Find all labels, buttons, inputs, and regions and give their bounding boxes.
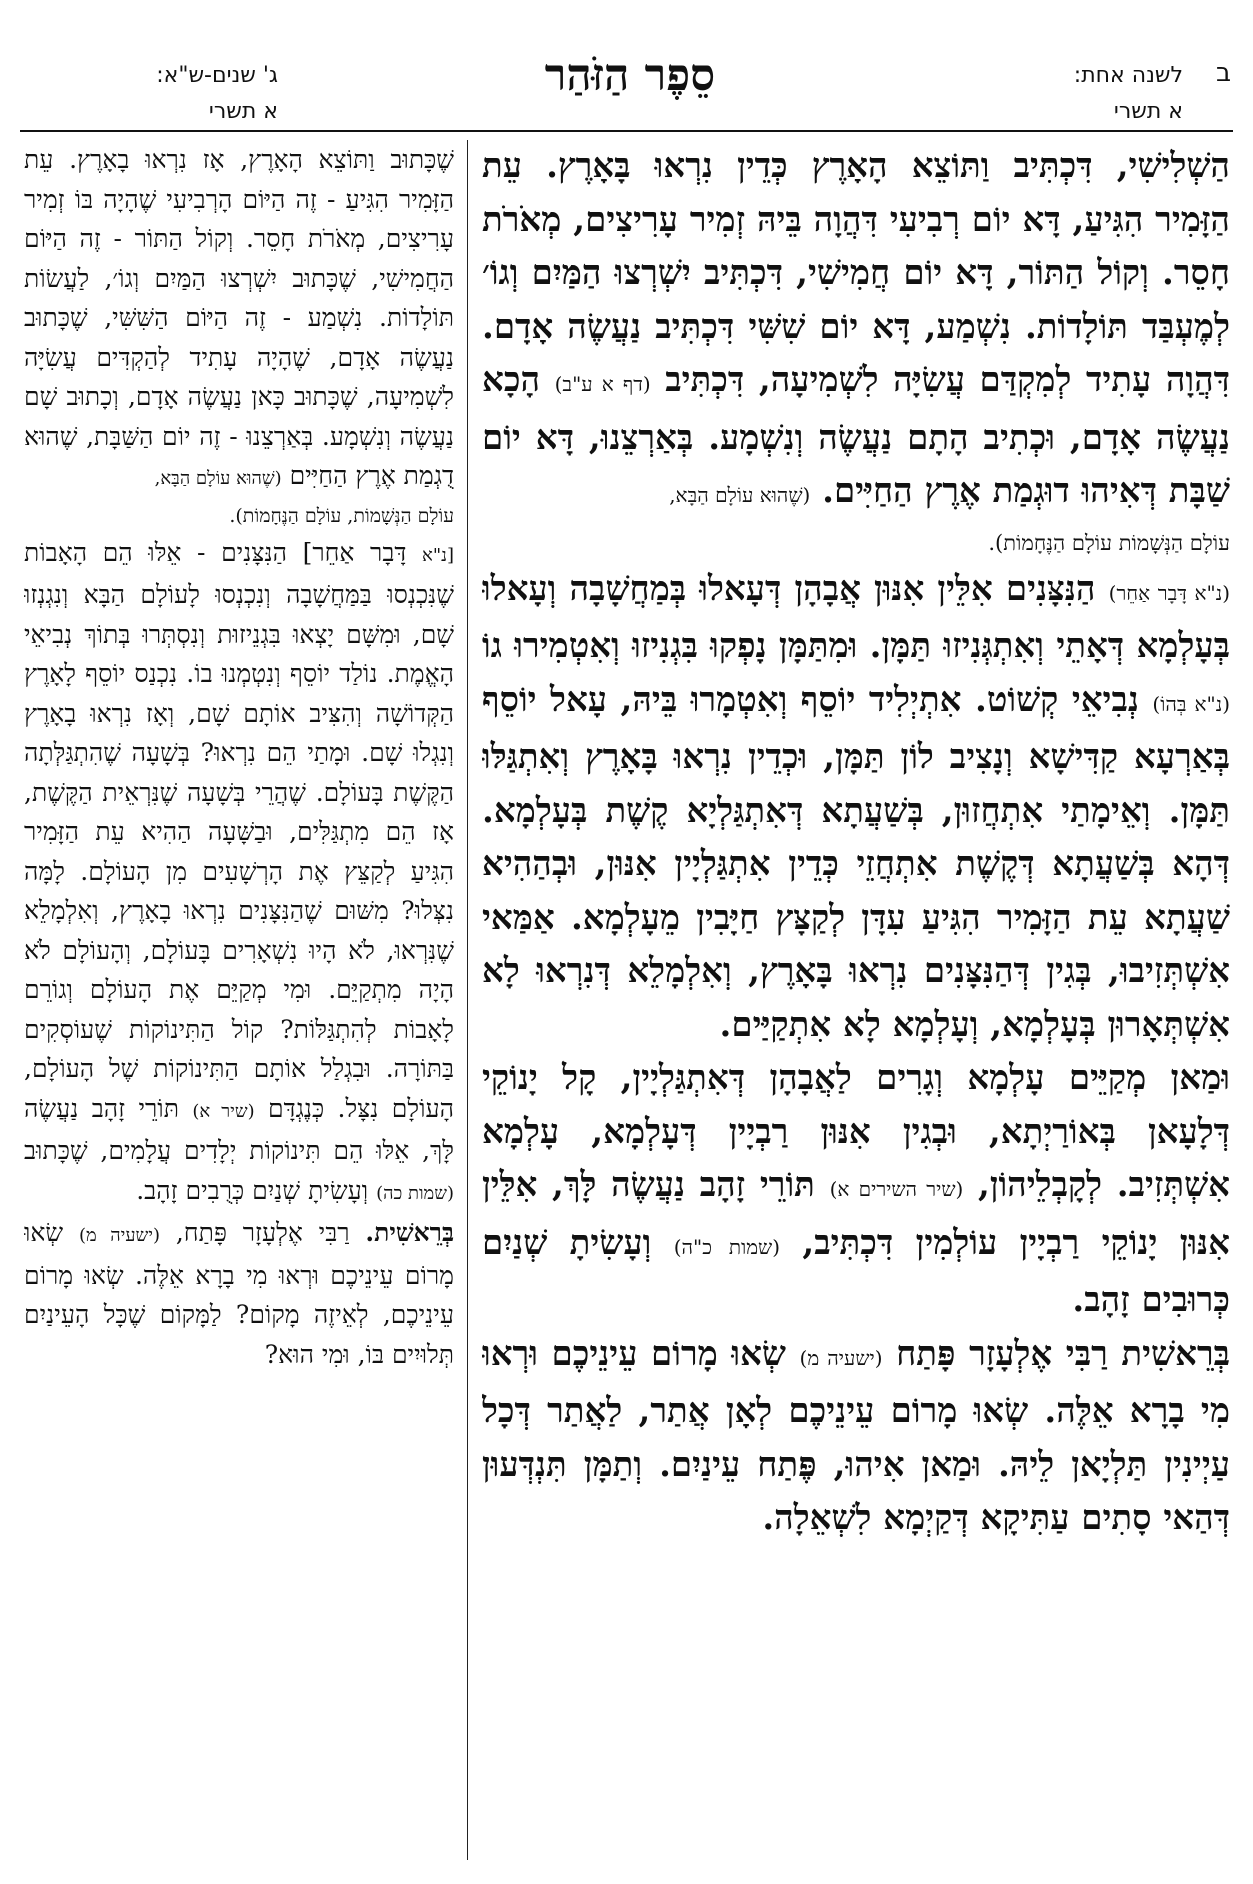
side-s1-note-b: עוֹלָם הַנְּשָׁמוֹת, עוֹלָם הַנֶּחָמוֹת).: [229, 504, 454, 527]
column-divider: [467, 140, 468, 1860]
header-rule: [20, 130, 1233, 132]
main-column: [482, 140, 1230, 1860]
main-p4-ref: (ישעיה מ): [799, 1345, 883, 1370]
side-s3-lead: בְּרֵאשִׁית.: [365, 1218, 454, 1247]
main-p1-ref: (דף א ע"ב): [554, 372, 651, 396]
main-p2b-text: נְבִיאֵי קְשׁוֹט. אִתְיְלִיד יוֹסֵף וְאִטְמָרוּ בֵּיהּ, עָאל יוֹסֵף בְּאַרְעָא קַדִּישָׁא וְנָצִיב לוֹן תַּמָּן, וּכְדֵין נִרְאוּ בָּאָרֶץ וְאִתְגַּלּוּ תַּמָּן. וְאֵימָתַי אִתְחֲזוּן, בְּשַׁעֲתָא דְּאִתְגַּלְיָא קֶשֶׁת בְּעָלְמָא. דְּהָא בְּשַׁעֲתָא דְּקֶשֶׁת אִתְחֲזֵי כְּדֵין אִתְגַּלְיָין אִנּוּן, וּבְהַהִיא שַׁעֲתָא עֵת הַזָּמִיר הִגִּיעַ עִדָּן לְקַצָּץ חַיָּבִין מֵעָלְמָא. אַמַּאי אִשְׁתְּזִיבוּ, בְּגִין דְּהַנִּצָּנִים נִרְאוּ בָּאָרֶץ, וְאִלְמָלֵא דְּנִרְאוּ לָא אִשְׁתְּאָרוּן בְּעָלְמָא, וְעָלְמָא לָא אִתְקַיַּים.: [482, 679, 1230, 1045]
side-s3-ref: (ישעיה מ): [78, 1225, 160, 1246]
main-p1-note-b: עוֹלָם הַנְּשָׁמוֹת עוֹלָם הַנֶּחָמוֹת).: [988, 530, 1230, 555]
main-p3-ref: (שיר השירים א): [829, 1177, 964, 1201]
header-right-line1: לשנה אחת:: [1073, 63, 1183, 88]
translation-column: [24, 140, 454, 1860]
main-p3-text: וּמַאן מְקַיֵּים עָלְמָא וְגָרִים לַאֲבָהָן דְּאִתְגַּלְיָין, קָל יָנוֹקֵי דְּלָעָאן בְּאוֹרַיְתָא, וּבְגִין אִנּוּן רַבְיָין דְּעָלְמָא, עָלְמָא אִשְׁתְּזִיב. לְקָבְלֵיהוֹן,: [482, 1058, 1230, 1205]
main-p1-text: הַשְׁלִישִׁי, דִּכְתִּיב וַתּוֹצֵא הָאָרֶץ כְּדֵין נִרְאוּ בָּאָרֶץ. עֵת הַזָּמִיר הִגִּיעַ, דָּא יוֹם רְבִיעִי דִּהֲוָה בֵּיהּ זְמִיר עָרִיצִים, מְאֹרֹת חָסֵר. וְקוֹל הַתּוֹר, דָּא יוֹם חֲמִישִׁי, דִּכְתִּיב יִשְׁרְצוּ הַמַּיִם וְגוֹ׳ לְמֶעְבַּד תּוֹלָדוֹת. נִשְׁמַע, דָּא יוֹם שִׁשִּׁי דִּכְתִּיב נַעֲשֶׂה אָדָם. דִּהֲוָה עָתִיד לְמִקְדַּם עֲשִׂיָּה לִשְׁמִיעָה, דִּכְתִּיב: [482, 146, 1230, 400]
header-right: [963, 58, 1183, 130]
side-paragraph-3: [24, 1213, 454, 1374]
side-s2b-text: תּוֹרֵי זָהָב נַעֲשֶׂה לָּךְ, אֵלּוּ הֵם תִּינוֹקוֹת יְלָדִים עֲלָמִים, שֶׁכָּתוּב: [24, 1093, 454, 1165]
side-s3b-text: שְׂאוּ מָרוֹם עֵינֵיכֶם וּרְאוּ מִי בָרָא אֵלֶּה. שְׂאוּ מָרוֹם עֵינֵיכֶם, לְאֵיזֶה מָקוֹם? לַמָּקוֹם שֶׁכָּל הָעֵינַיִם תְּלוּיִים בּוֹ, וּמִי הוּא?: [24, 1218, 454, 1369]
side-s2-text: דָּבָר אַחֵר] הַנִּצָּנִים - אֵלּוּ הֵם הָאָבוֹת שֶׁנִּכְנְסוּ בַּמַּחֲשָׁבָה וְנִכְנְסוּ לָעוֹלָם הַבָּא וְנִגְנְזוּ שָׁם, וּמִשָּׁם יָצְאוּ בִּגְנֵיזוּת וְנִסְתְּרוּ בְּתוֹךְ נְבִיאֵי הָאֱמֶת. נוֹלַד יוֹסֵף וְנִטְמְנוּ בוֹ. נִכְנַס יוֹסֵף לָאָרֶץ הַקְּדוֹשָׁה וְהִצִּיב אוֹתָם שָׁם, וְאָז נִרְאוּ בָאָרֶץ וְנִגְלוּ שָׁם. וּמָתַי הֵם נִרְאוּ? בְּשָׁעָה שֶׁהִתְגַּלְּתָה הַקֶּשֶׁת בָּעוֹלָם. שֶׁהֲרֵי בְּשָׁעָה שֶׁנִּרְאֵית הַקֶּשֶׁת, אָז הֵם מִתְגַּלִּים, וּבַשָּׁעָה הַהִיא עֵת הַזָּמִיר הִגִּיעַ לְקַצֵּץ אֶת הָרְשָׁעִים מִן הָעוֹלָם. לָמָּה נִצְּלוּ? מִשּׁוּם שֶׁהַנִּצָּנִים נִרְאוּ בָאָרֶץ, וְאִלְמָלֵא שֶׁנִּרְאוּ, לֹא הָיוּ נִשְׁאָרִים בָּעוֹלָם, וְהָעוֹלָם לֹא הָיָה מִתְקַיֵּם. וּמִי מְקַיֵּם אֶת הָעוֹלָם וְגוֹרֵם לָאָבוֹת לְהִתְגַּלּוֹת? קוֹל הַתִּינוֹקוֹת שֶׁעוֹסְקִים בַּתּוֹרָה. וּבִגְלַל אוֹתָם הַתִּינוֹקוֹת שֶׁל הָעוֹלָם, הָעוֹלָם נִצָּל. כְּנֶגְדָּם: [24, 537, 454, 1123]
header-left-line2: א תשרי: [208, 99, 278, 124]
main-paragraph-2: [482, 563, 1230, 1053]
side-paragraph-2: [24, 533, 454, 1214]
page-number: ב: [1215, 58, 1231, 88]
side-s1-text: שֶׁכָּתוּב וַתּוֹצֵא הָאָרֶץ, אָז נִרְאוּ בָאָרֶץ. עֵת הַזָּמִיר הִגִּיעַ - זֶה הַיּוֹם הָרְבִיעִי שֶׁהָיָה בּוֹ זְמִיר עָרִיצִים, מְאֹרֹת חָסֵר. וְקוֹל הַתּוֹר - זֶה הַיּוֹם הַחֲמִישִׁי, שֶׁכָּתוּב יִשְׁרְצוּ הַמַּיִם וְגוֹ׳, לַעֲשׂוֹת תּוֹלָדוֹת. נִשְׁמַע - זֶה הַיּוֹם הַשִּׁשִּׁי, שֶׁכָּתוּב נַעֲשֶׂה אָדָם, שֶׁהָיָה עָתִיד לְהַקְדִּים עֲשִׂיָּה לִשְׁמִיעָה, שֶׁכָּתוּב כָּאן נַעֲשֶׂה אָדָם, וְכָתוּב שָׁם נַעֲשֶׂה וְנִשְׁמָע. בְּאַרְצֵנוּ - זֶה יוֹם הַשַּׁבָּת, שֶׁהוּא דֻגְמַת אֶרֶץ הַחַיִּים: [24, 145, 454, 490]
main-paragraph-4: [482, 1328, 1230, 1546]
side-s1-note-a: (שֶׁהוּא עוֹלָם הַבָּא,: [154, 468, 282, 489]
main-p1-note-a: (שֶׁהוּא עוֹלָם הַבָּא,: [669, 483, 811, 507]
main-p4-lead: בְּרֵאשִׁית: [1121, 1333, 1230, 1374]
page-title: סֵפֶר הַזֹּהַר: [544, 50, 716, 101]
side-s3a-text: רַבִּי אֶלְעָזָר פָּתַח,: [175, 1218, 350, 1247]
main-p2-ref: (נ"א דָּבָר אַחֵר): [1108, 580, 1230, 605]
side-paragraph-1: [24, 140, 454, 533]
side-s2-ref: [נ"א: [422, 544, 454, 566]
side-s2-ref2: (שיר א): [192, 1100, 255, 1122]
header-left-line1: ג' שנים-ש"א:: [156, 63, 278, 88]
main-p3c-text: וְעָשִׂיתָ שְׁנַיִם כְּרוּבִים זָהָב.: [482, 1222, 1230, 1320]
main-p1b-text: הָכָא נַעֲשֶׂה אָדָם, וּכְתִיב הָתָם נַעֲשֶׂה וְנִשְׁמָע. בְּאַרְצֵנוּ, דָּא יוֹם שַׁבָּת דְּאִיהוּ דוּגְמַת אֶרֶץ הַחַיִּים.: [482, 360, 1230, 511]
main-p3b-text: תּוֹרֵי זָהָב נַעֲשֶׂה לָּךְ, אִלֵּין אִנּוּן יָנוֹקֵי רַבְיָין עוֹלְמִין דִּכְתִּיב,: [482, 1165, 1230, 1263]
main-paragraph-3: [482, 1052, 1230, 1328]
header-right-line2: א תשרי: [1113, 99, 1183, 124]
side-s2c-text: וְעָשִׂיתָ שְׁנַיִם כְּרֻבִים זָהָב.: [136, 1175, 369, 1205]
main-p2-text: הַנִּצָּנִים אִלֵּין אִנּוּן אֲבָהָן דְּעָאלוּ בְּמַחֲשָׁבָה וְעָאלוּ בְּעָלְמָא דְּאָתֵי וְאִתְגְּנִיזוּ תַּמָּן. וּמִתַּמָּן נָפְקוּ בִּגְנִיזוּ וְאִטְמִירוּ גוֹ: [482, 568, 1230, 666]
main-p4b-text: שְׂאוּ מָרוֹם עֵינֵיכֶם וּרְאוּ מִי בָרָא אֵלֶּה. שְׂאוּ מָרוֹם עֵינֵיכֶם לְאָן אֲתַר, לַאֲתַר דְּכָל עַיְינִין תַּלְיָאן לֵיהּ. וּמַאן אִיהוּ, פֶּתַח עֵינַיִם. וְתַמָּן תִּנְדְּעוּן דְּהַאי סָתִים עַתִּיקָא דְּקַיְמָא לִשְׁאֵלָה.: [482, 1333, 1230, 1538]
main-p3-ref2: (שמות כ"ה): [673, 1234, 781, 1259]
main-paragraph-1: [482, 140, 1230, 563]
header-left: [28, 58, 278, 130]
main-p4a-text: רַבִּי אֶלְעָזָר פָּתַח: [896, 1333, 1108, 1374]
main-p2-ref2: (נ"א בְּהוֹ): [1152, 691, 1230, 716]
side-s2-ref3: (שמות כה): [376, 1182, 454, 1204]
